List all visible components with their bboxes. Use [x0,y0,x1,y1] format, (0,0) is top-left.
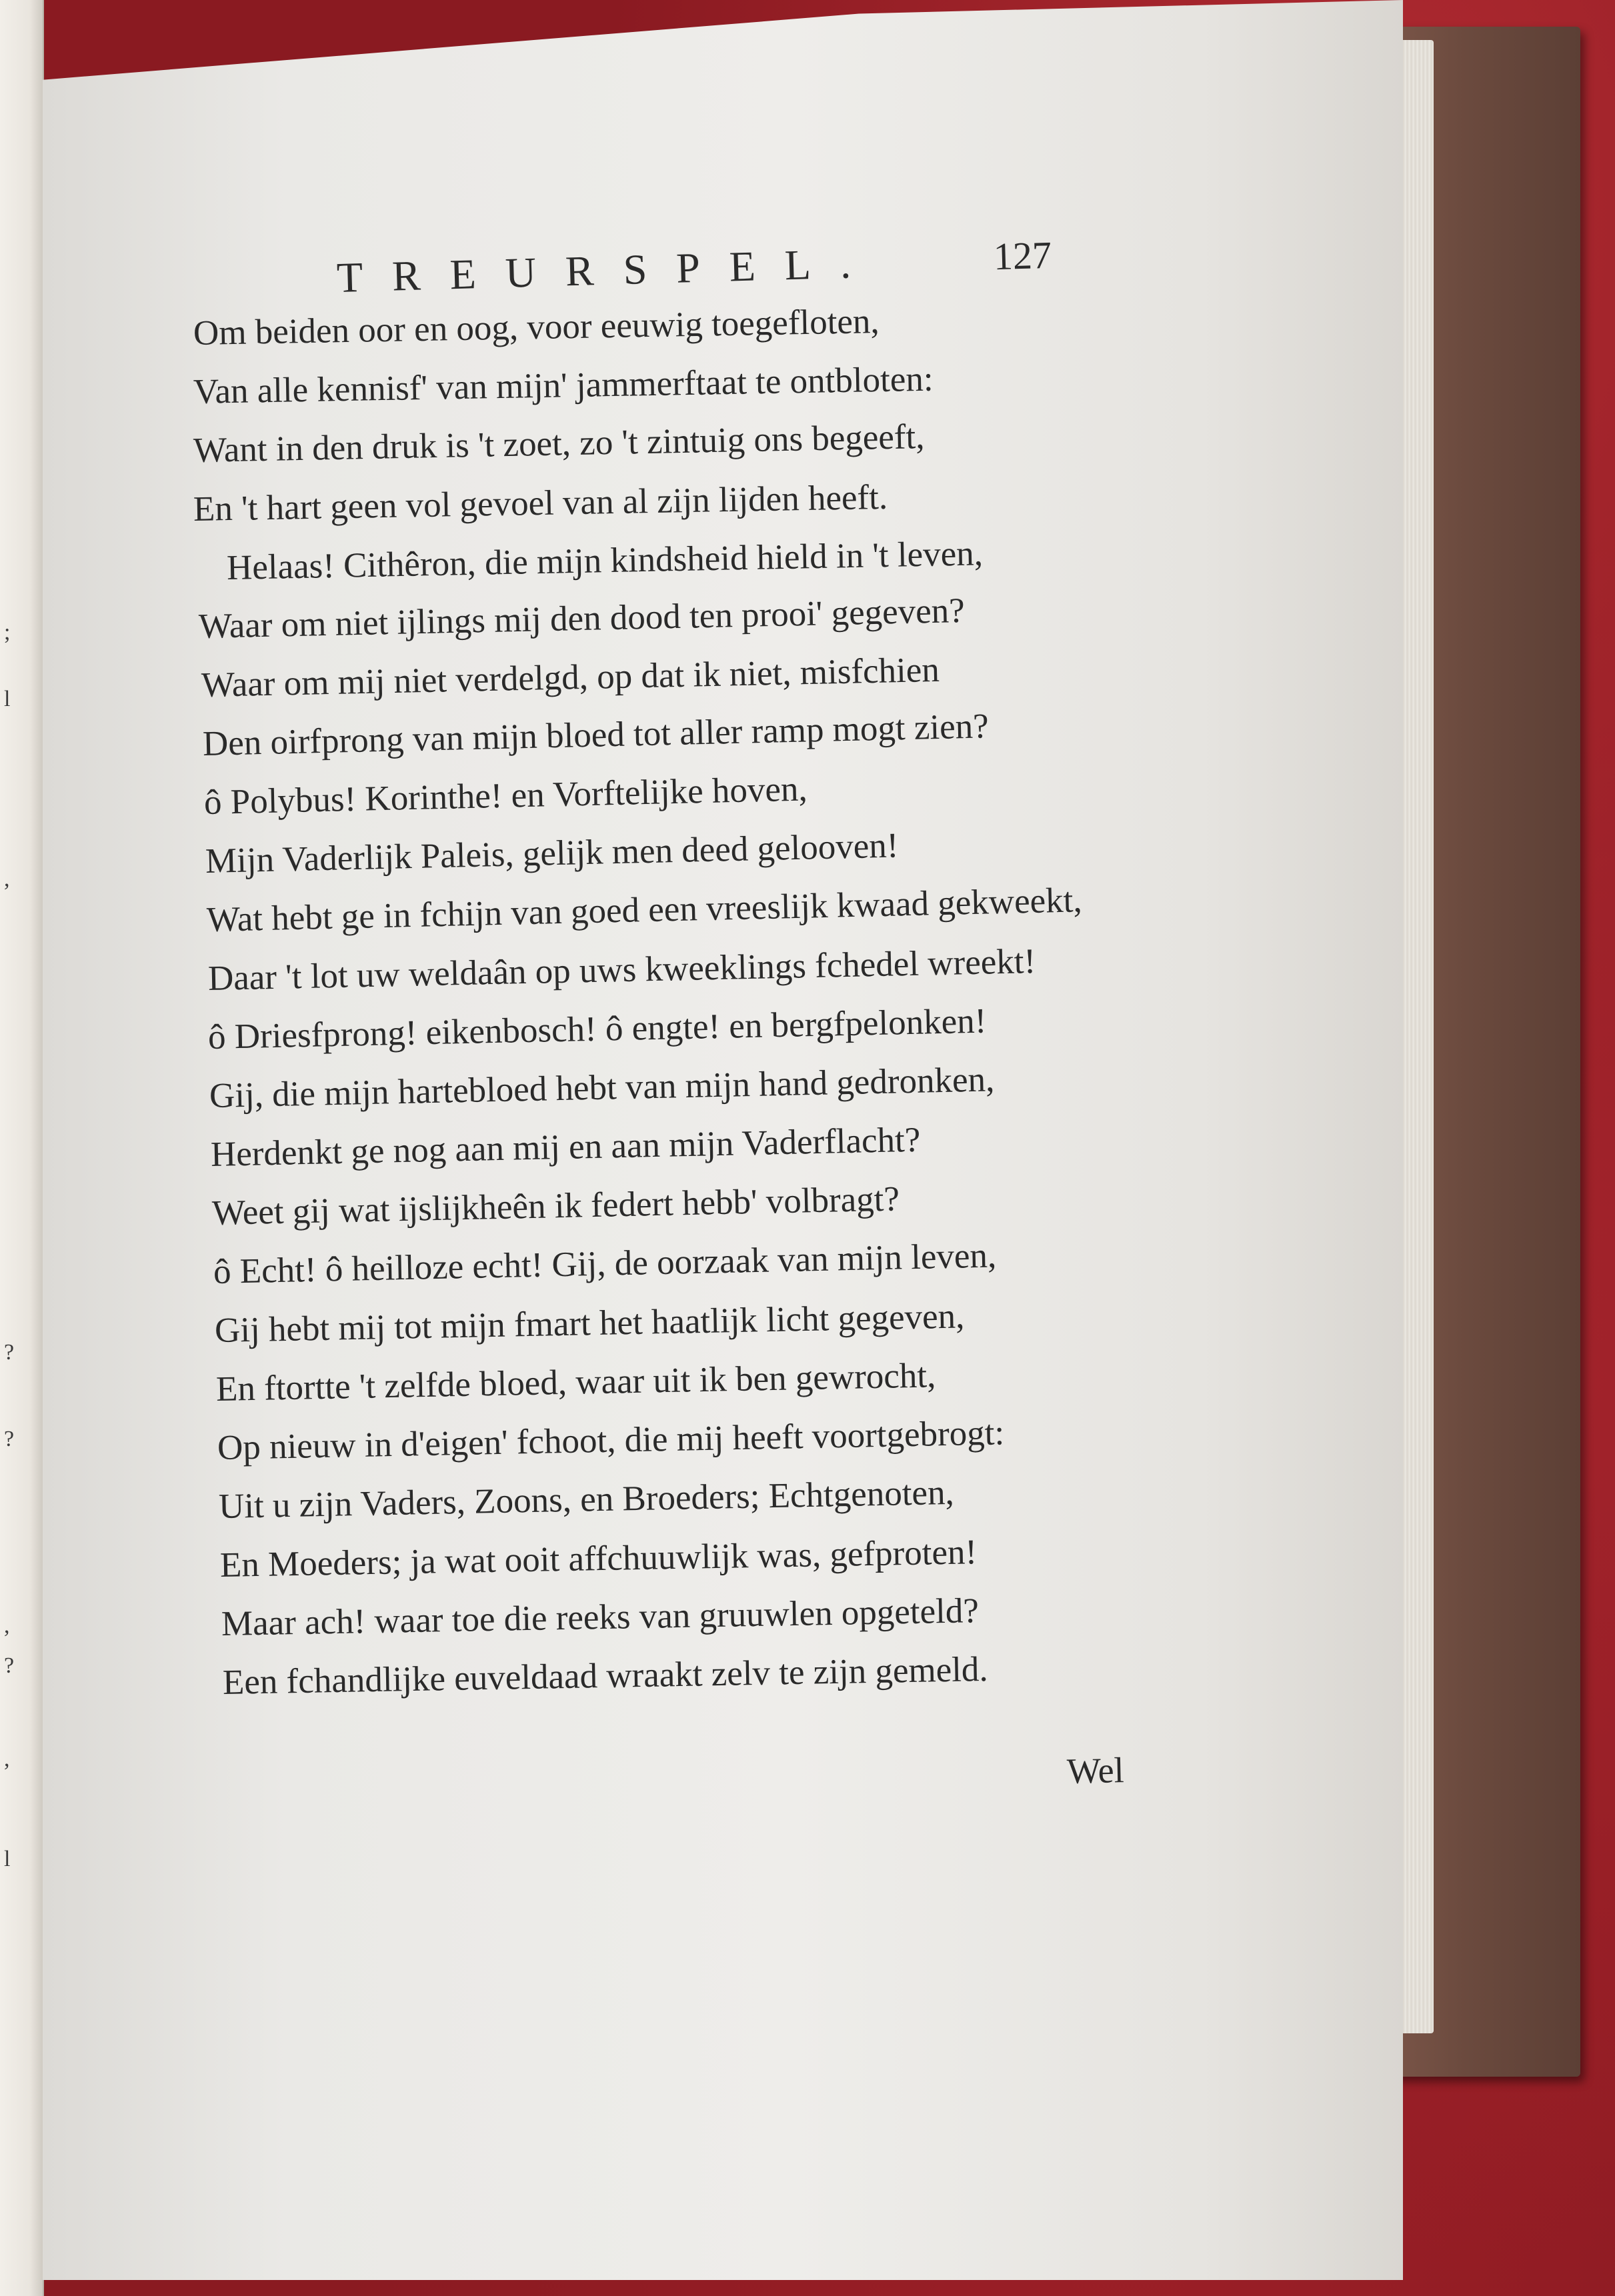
verse-line: En ftortte 't zelfde bloed, waar uit ik ben gewrocht, [215,1356,936,1409]
margin-mark: , [4,1747,10,1771]
verse-line: Helaas! Cithêron, die mijn kindsheid hield in 't leven, [226,534,984,587]
margin-mark: l [4,687,11,711]
verse-line: Een fchandlijke euveldaad wraakt zelv te zijn gemeld. [222,1649,989,1702]
verse-line: Weet gij wat ijslijkheên ik federt hebb' volbragt? [211,1179,900,1233]
margin-mark: , [4,867,10,891]
verse-line: Gij hebt mij tot mijn fmart het haatlijk licht gegeven, [214,1297,965,1350]
margin-mark: ? [4,1427,15,1451]
verse-line: En Moeders; ja wat ooit affchuuwlijk was, gefproten! [219,1533,978,1585]
verse-line: Herdenkt ge nog aan mij en aan mijn Vaderflacht? [210,1120,921,1174]
verse-line: Maar ach! waar toe die reeks van gruuwlen opgeteld? [221,1591,980,1643]
verse-line: Gij, die mijn hartebloed hebt van mijn hand gedronken, [209,1060,995,1115]
verse-line: Op nieuw in d'eigen' fchoot, die mij heeft voortgebrogt: [217,1413,1005,1467]
verse-line: Waar om niet ijlings mij den dood ten prooi' gegeven? [198,591,966,646]
verse-line: Uit u zijn Vaders, Zoons, en Broeders; Echtgenoten, [218,1473,955,1526]
verse-line: Van alle kennisf' van mijn' jammerftaat te ontbloten: [193,359,934,411]
verse-line: Om beiden oor en oog, voor eeuwig toegefloten, [193,302,880,353]
catchword: Wel [1066,1750,1125,1791]
verse-line: ô Polybus! Korinthe! en Vorftelijke hoven, [203,769,808,822]
margin-mark: ? [4,1653,15,1678]
verse-line: Waar om mij niet verdelgd, op dat ik niet, misfchien [201,650,940,705]
verse-line: Mijn Vaderlijk Paleis, gelijk men deed gelooven! [205,826,900,881]
page-number: 127 [993,233,1052,279]
verse-line: ô Driesfprong! eikenbosch! ô engte! en bergfpelonken! [207,1001,987,1057]
margin-mark: l [4,1847,11,1871]
verse-line: En 't hart geen vol gevoel van al zijn lijden heeft. [193,477,888,529]
margin-mark: ? [4,1340,15,1365]
margin-mark: , [4,1613,10,1638]
verse-line: Daar 't lot uw weldaân op uws kweeklings fchedel wreekt! [207,942,1036,998]
running-title: TREURSPEL. [335,239,881,301]
verse-line: Want in den druk is 't zoet, zo 't zintuig ons begeeft, [193,417,926,470]
verse-line: ô Echt! ô heilloze echt! Gij, de oorzaak van mijn leven, [213,1236,997,1291]
verse-line: Den oirfprong van mijn bloed tot aller ramp mogt zien? [202,707,990,763]
margin-mark: ; [4,620,11,645]
verse-line: Wat hebt ge in fchijn van goed een vreeslijk kwaad gekweekt, [206,881,1083,939]
left-page-edge [0,0,44,2296]
